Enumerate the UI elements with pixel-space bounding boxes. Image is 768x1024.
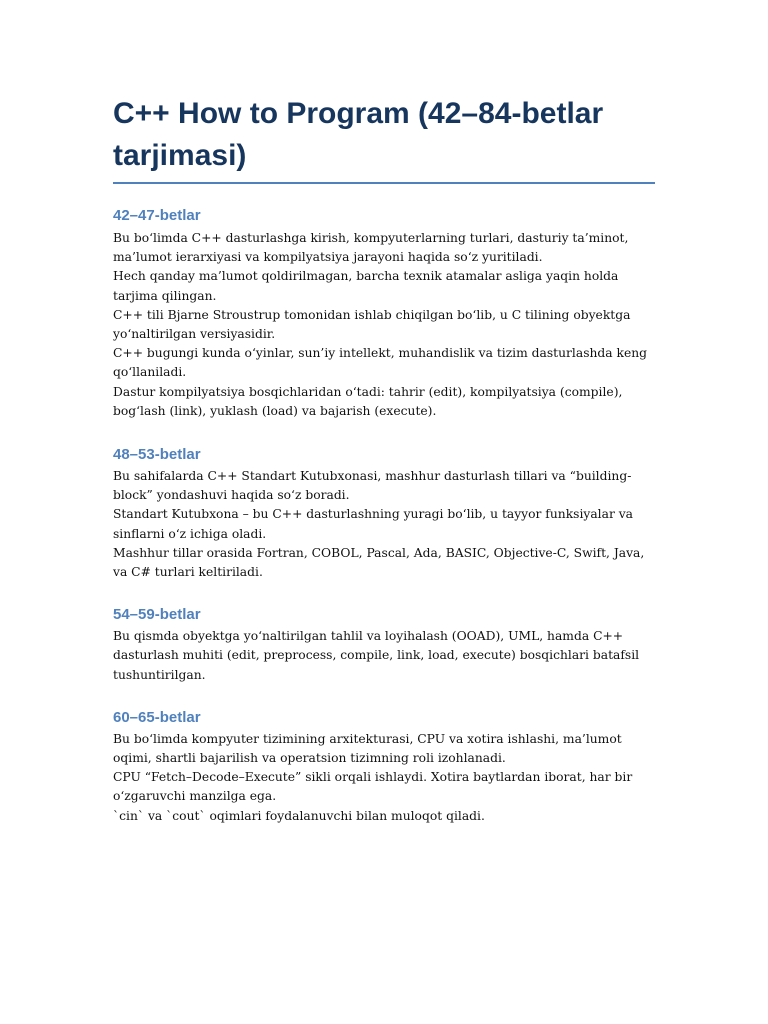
paragraph: Mashhur tillar orasida Fortran, COBOL, Pascal, Ada, BASIC, Objective-C, Swift, Java, va C# turlari keltiriladi.	[113, 545, 645, 580]
paragraph: Bu sahifalarda C++ Standart Kutubxonasi, mashhur dasturlash tillari va “building-block” yondashuvi haqida so‘z boradi.	[113, 469, 632, 503]
section-pages-60-65	[113, 708, 655, 826]
section-heading: 48–53-betlar	[113, 446, 201, 464]
paragraph: Standart Kutubxona – bu C++ dasturlashning yuragi bo‘lib, u tayyor funksiyalar va sinflarni o‘z ichiga oladi.	[113, 507, 634, 541]
paragraph: C++ tili Bjarne Stroustrup tomonidan ishlab chiqilgan bo‘lib, u C tilining obyektga yo‘naltirilgan versiyasidir.	[113, 307, 631, 342]
paragraph: Dastur kompilyatsiya bosqichlaridan o‘tadi: tahrir (edit), kompilyatsiya (compile), bog‘lash (link), yuklash (load) va bajarish (execute).	[113, 384, 623, 418]
section-pages-54-59	[113, 605, 655, 685]
paragraph: `cin` va `cout` oqimlari foydalanuvchi bilan muloqot qiladi.	[113, 808, 485, 823]
section-body	[113, 627, 658, 685]
paragraph: Bu qismda obyektga yo‘naltirilgan tahlil va loyihalash (OOAD), UML, hamda C++ dasturlash muhiti (edit, preprocess, compile, link, load, execute) bosqichlari batafsil tushuntirilgan.	[113, 629, 640, 682]
paragraph: C++ bugungi kunda o‘yinlar, sun’iy intellekt, muhandislik va tizim dasturlashda keng qo‘llaniladi.	[113, 346, 648, 380]
section-heading: 42–47-betlar	[113, 207, 201, 224]
section-body	[113, 229, 658, 421]
section-pages-48-53	[113, 445, 655, 582]
section-body	[113, 730, 658, 826]
section-heading: 54–59-betlar	[113, 606, 201, 624]
section-pages-42-47	[113, 206, 655, 421]
paragraph: CPU “Fetch–Decode–Execute” sikli orqali ishlaydi. Xotira baytlardan iborat, har bir o‘zgaruvchi manzilga ega.	[113, 770, 633, 804]
paragraph: Bu bo‘limda C++ dasturlashga kirish, kompyuterlarning turlari, dasturiy ta’minot, ma’lumot ierarxiyasi va kompilyatsiya jarayoni haqida so‘z yuritiladi.	[113, 231, 629, 265]
section-heading: 60–65-betlar	[113, 708, 201, 726]
section-body	[113, 467, 658, 582]
paragraph: Hech qanday ma’lumot qoldirilmagan, barcha texnik atamalar asliga yaqin holda tarjima qilingan.	[113, 269, 619, 303]
document-title: C++ How to Program (42–84-betlar tarjimasi)	[113, 93, 655, 184]
paragraph: Bu bo‘limda kompyuter tizimining arxitekturasi, CPU va xotira ishlashi, ma’lumot oqimi, shartli bajarilish va operatsion tizimning roli izohlanadi.	[113, 731, 622, 766]
